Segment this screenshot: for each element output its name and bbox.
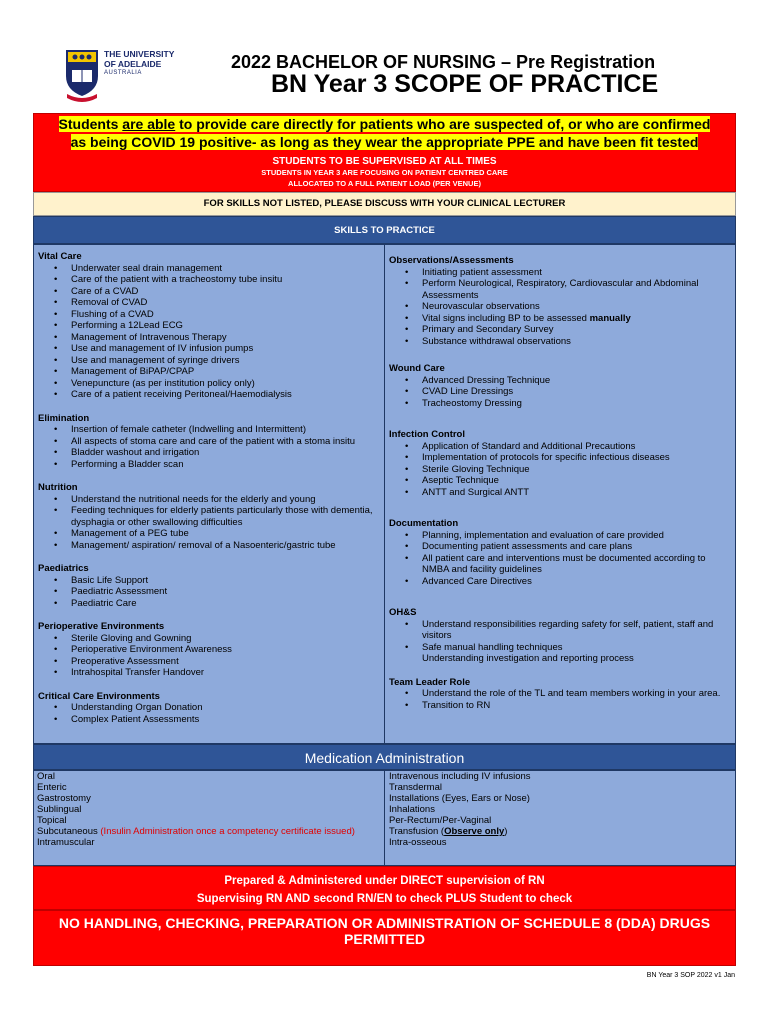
- skill-list: [38, 633, 384, 679]
- skill-item: • Paediatric Assessment: [38, 586, 384, 598]
- skill-item: • Management of Intravenous Therapy: [38, 332, 384, 344]
- skill-item: • Use and management of syringe drivers: [38, 355, 384, 367]
- page-title-line-2: BN Year 3 SCOPE OF PRACTICE: [271, 70, 659, 98]
- skill-item: • All patient care and interventions must be documented according to NMBA and facility guidelines: [389, 553, 735, 576]
- med-route: Intravenous including IV infusions: [389, 771, 531, 782]
- covid-line-2: as being COVID 19 positive- as long as they wear the appropriate PPE and have been fit tested: [70, 134, 699, 150]
- skill-item: • Safe manual handling techniques: [389, 642, 735, 654]
- med-route: Topical: [37, 815, 67, 826]
- skill-item: • Advanced Dressing Technique: [389, 375, 735, 387]
- med-route: Installations (Eyes, Ears or Nose): [389, 793, 530, 804]
- skill-item: • Care of a patient receiving Peritoneal/Haemodialysis: [38, 389, 384, 401]
- skill-item: • CVAD Line Dressings: [389, 386, 735, 398]
- skill-item: • Primary and Secondary Survey: [389, 324, 735, 336]
- logo-line-1: THE UNIVERSITY: [104, 49, 175, 59]
- medication-right-column: [385, 771, 735, 865]
- skills-right-column: [385, 245, 735, 743]
- skill-item: Understanding investigation and reporting process: [422, 653, 634, 664]
- section-heading: Paediatrics: [38, 563, 89, 574]
- skill-item: • Preoperative Assessment: [38, 656, 384, 668]
- med-route: Per-Rectum/Per-Vaginal: [389, 815, 492, 826]
- university-crest-icon: [64, 48, 100, 102]
- skills-left-column: [34, 245, 385, 743]
- skill-item: • Tracheostomy Dressing: [389, 398, 735, 410]
- skill-item: • Aseptic Technique: [389, 475, 735, 487]
- university-logo: [64, 48, 184, 102]
- skill-item: • Initiating patient assessment: [389, 267, 735, 279]
- section-heading: Elimination: [38, 412, 90, 424]
- skill-item: • Flushing of a CVAD: [38, 309, 384, 321]
- skill-item: • Perform Neurological, Respiratory, Cardiovascular and Abdominal Assessments: [389, 278, 735, 301]
- med-route: Enteric: [37, 782, 67, 793]
- supervised-notice: STUDENTS TO BE SUPERVISED AT ALL TIMES: [272, 156, 497, 167]
- page-title-line-1: 2022 BACHELOR OF NURSING – Pre Registration: [231, 52, 656, 72]
- med-route-subcutaneous: Subcutaneous (Insulin Administration once a competency certificate issued): [37, 826, 355, 837]
- s8-line-2: PERMITTED: [344, 931, 425, 947]
- schedule-8-banner: [33, 910, 736, 966]
- skill-item: • Understanding Organ Donation: [38, 702, 384, 714]
- section-heading: Vital Care: [38, 251, 82, 262]
- skill-item: • All aspects of stoma care and care of the patient with a stoma insitu: [38, 436, 384, 448]
- skill-item: • Understand the nutritional needs for the elderly and young: [38, 494, 384, 506]
- skill-item: • Planning, implementation and evaluation of care provided: [389, 530, 735, 542]
- rn-supervision-banner: [33, 866, 736, 910]
- observe-only: Observe only: [444, 826, 505, 837]
- logo-line-2: OF ADELAIDE: [104, 58, 162, 69]
- skill-item: • Basic Life Support: [38, 575, 384, 587]
- focus-notice-1: STUDENTS IN YEAR 3 ARE FOCUSING ON PATIENT CENTRED CARE: [261, 168, 508, 177]
- skill-list: [389, 267, 735, 348]
- skill-item: • Sterile Gloving and Gowning: [38, 633, 384, 645]
- skill-item: • Sterile Gloving Technique: [389, 464, 735, 476]
- skill-item: • Substance withdrawal observations: [389, 336, 735, 348]
- skill-item: • Performing a 12Lead ECG: [38, 320, 384, 332]
- skill-list: [389, 530, 735, 588]
- skills-header: SKILLS TO PRACTICE: [33, 216, 736, 244]
- skill-item: • Neurovascular observations: [389, 301, 735, 313]
- skill-item: • Complex Patient Assessments: [38, 714, 384, 726]
- skill-list: [38, 575, 384, 610]
- skill-item: • Management of a PEG tube: [38, 528, 384, 540]
- section-heading: Perioperative Environments: [38, 621, 165, 632]
- med-route: Oral: [37, 771, 55, 782]
- skill-item: • Vital signs including BP to be assessed manually: [389, 313, 735, 325]
- med-route-transfusion: Transfusion (Observe only): [389, 826, 508, 837]
- document-header: [0, 0, 768, 112]
- skill-item: • Documenting patient assessments and care plans: [389, 541, 735, 553]
- medication-header: Medication Administration: [33, 744, 736, 770]
- med-route: Inhalations: [389, 804, 435, 815]
- rn-note-line-2: Supervising RN AND second RN/EN to check PLUS Student to check: [196, 893, 573, 905]
- skill-list: [38, 424, 384, 470]
- logo-text: [104, 50, 174, 79]
- section-heading: OH&S: [389, 607, 417, 618]
- section-heading: Nutrition: [38, 482, 78, 493]
- med-route: Sublingual: [37, 804, 82, 815]
- skill-item: • Removal of CVAD: [38, 297, 384, 309]
- skill-item: • Care of a CVAD: [38, 286, 384, 298]
- section-heading: Observations/Assessments: [389, 255, 514, 266]
- skill-item: • Intrahospital Transfer Handover: [38, 667, 384, 679]
- skill-item: • Paediatric Care: [38, 598, 384, 610]
- covid-line-1: Students are able to provide care directly for patients who are suspected of, or who are confirmed: [58, 116, 711, 132]
- skill-item: • Application of Standard and Additional Precautions: [389, 441, 735, 453]
- skill-list: [38, 494, 384, 552]
- s8-line-1: NO HANDLING, CHECKING, PREPARATION OR ADMINISTRATION OF SCHEDULE 8 (DDA) DRUGS: [58, 915, 711, 931]
- section-heading: Infection Control: [389, 429, 465, 440]
- focus-notice-2: ALLOCATED TO A FULL PATIENT LOAD (PER VENUE): [288, 179, 481, 188]
- skill-list: [389, 375, 735, 410]
- skill-list: [389, 619, 735, 665]
- med-route: Gastrostomy: [37, 793, 91, 804]
- skill-item: • Venepuncture (as per institution policy only): [38, 378, 384, 390]
- skill-item: • Use and management of IV infusion pumps: [38, 343, 384, 355]
- covid-banner: [33, 113, 736, 192]
- skill-list: [38, 263, 384, 401]
- skill-item: • Management of BiPAP/CPAP: [38, 366, 384, 378]
- section-heading: Team Leader Role: [389, 676, 471, 688]
- skill-item: • Transition to RN: [389, 700, 735, 712]
- skill-item: • Underwater seal drain management: [38, 263, 384, 275]
- skill-item: • Insertion of female catheter (Indwelling and Intermittent): [38, 424, 384, 436]
- med-route: Transdermal: [389, 782, 442, 793]
- skill-list: [389, 441, 735, 499]
- skill-item: • Understand the role of the TL and team members working in your area.: [389, 688, 735, 700]
- skill-item: • Perioperative Environment Awareness: [38, 644, 384, 656]
- medication-table: [33, 770, 736, 866]
- med-route: Intramuscular: [37, 837, 95, 848]
- not-listed-notice: FOR SKILLS NOT LISTED, PLEASE DISCUSS WITH YOUR CLINICAL LECTURER: [33, 192, 736, 216]
- skill-item: • Performing a Bladder scan: [38, 459, 384, 471]
- skill-list: [389, 688, 735, 711]
- skill-item: • Understand responsibilities regarding safety for self, patient, staff and visitors: [389, 619, 735, 642]
- insulin-note: (Insulin Administration once a competency certificate issued): [100, 826, 355, 837]
- section-heading: Critical Care Environments: [38, 690, 160, 702]
- skill-item: • Implementation of protocols for specific infectious diseases: [389, 452, 735, 464]
- skill-item: • Management/ aspiration/ removal of a Nasoenteric/gastric tube: [38, 540, 384, 552]
- medication-left-column: [34, 771, 385, 865]
- skill-list: [38, 702, 384, 725]
- rn-note-line-1: Prepared & Administered under DIRECT supervision of RN: [224, 875, 545, 887]
- skill-item: • Care of the patient with a tracheostomy tube insitu: [38, 274, 384, 286]
- skill-item: • Bladder washout and irrigation: [38, 447, 384, 459]
- section-heading: Documentation: [389, 518, 459, 529]
- document-footer: BN Year 3 SOP 2022 v1 Jan: [646, 972, 735, 979]
- logo-line-3: AUSTRALIA: [104, 70, 142, 76]
- skills-table: [33, 244, 736, 744]
- skill-item: • ANTT and Surgical ANTT: [389, 487, 735, 499]
- section-heading: Wound Care: [389, 363, 445, 374]
- skill-item: • Advanced Care Directives: [389, 576, 735, 588]
- skill-item: • Feeding techniques for elderly patients particularly those with dementia, dysphagia or other swallowing difficulties: [38, 505, 384, 528]
- med-route: Intra-osseous: [389, 837, 447, 848]
